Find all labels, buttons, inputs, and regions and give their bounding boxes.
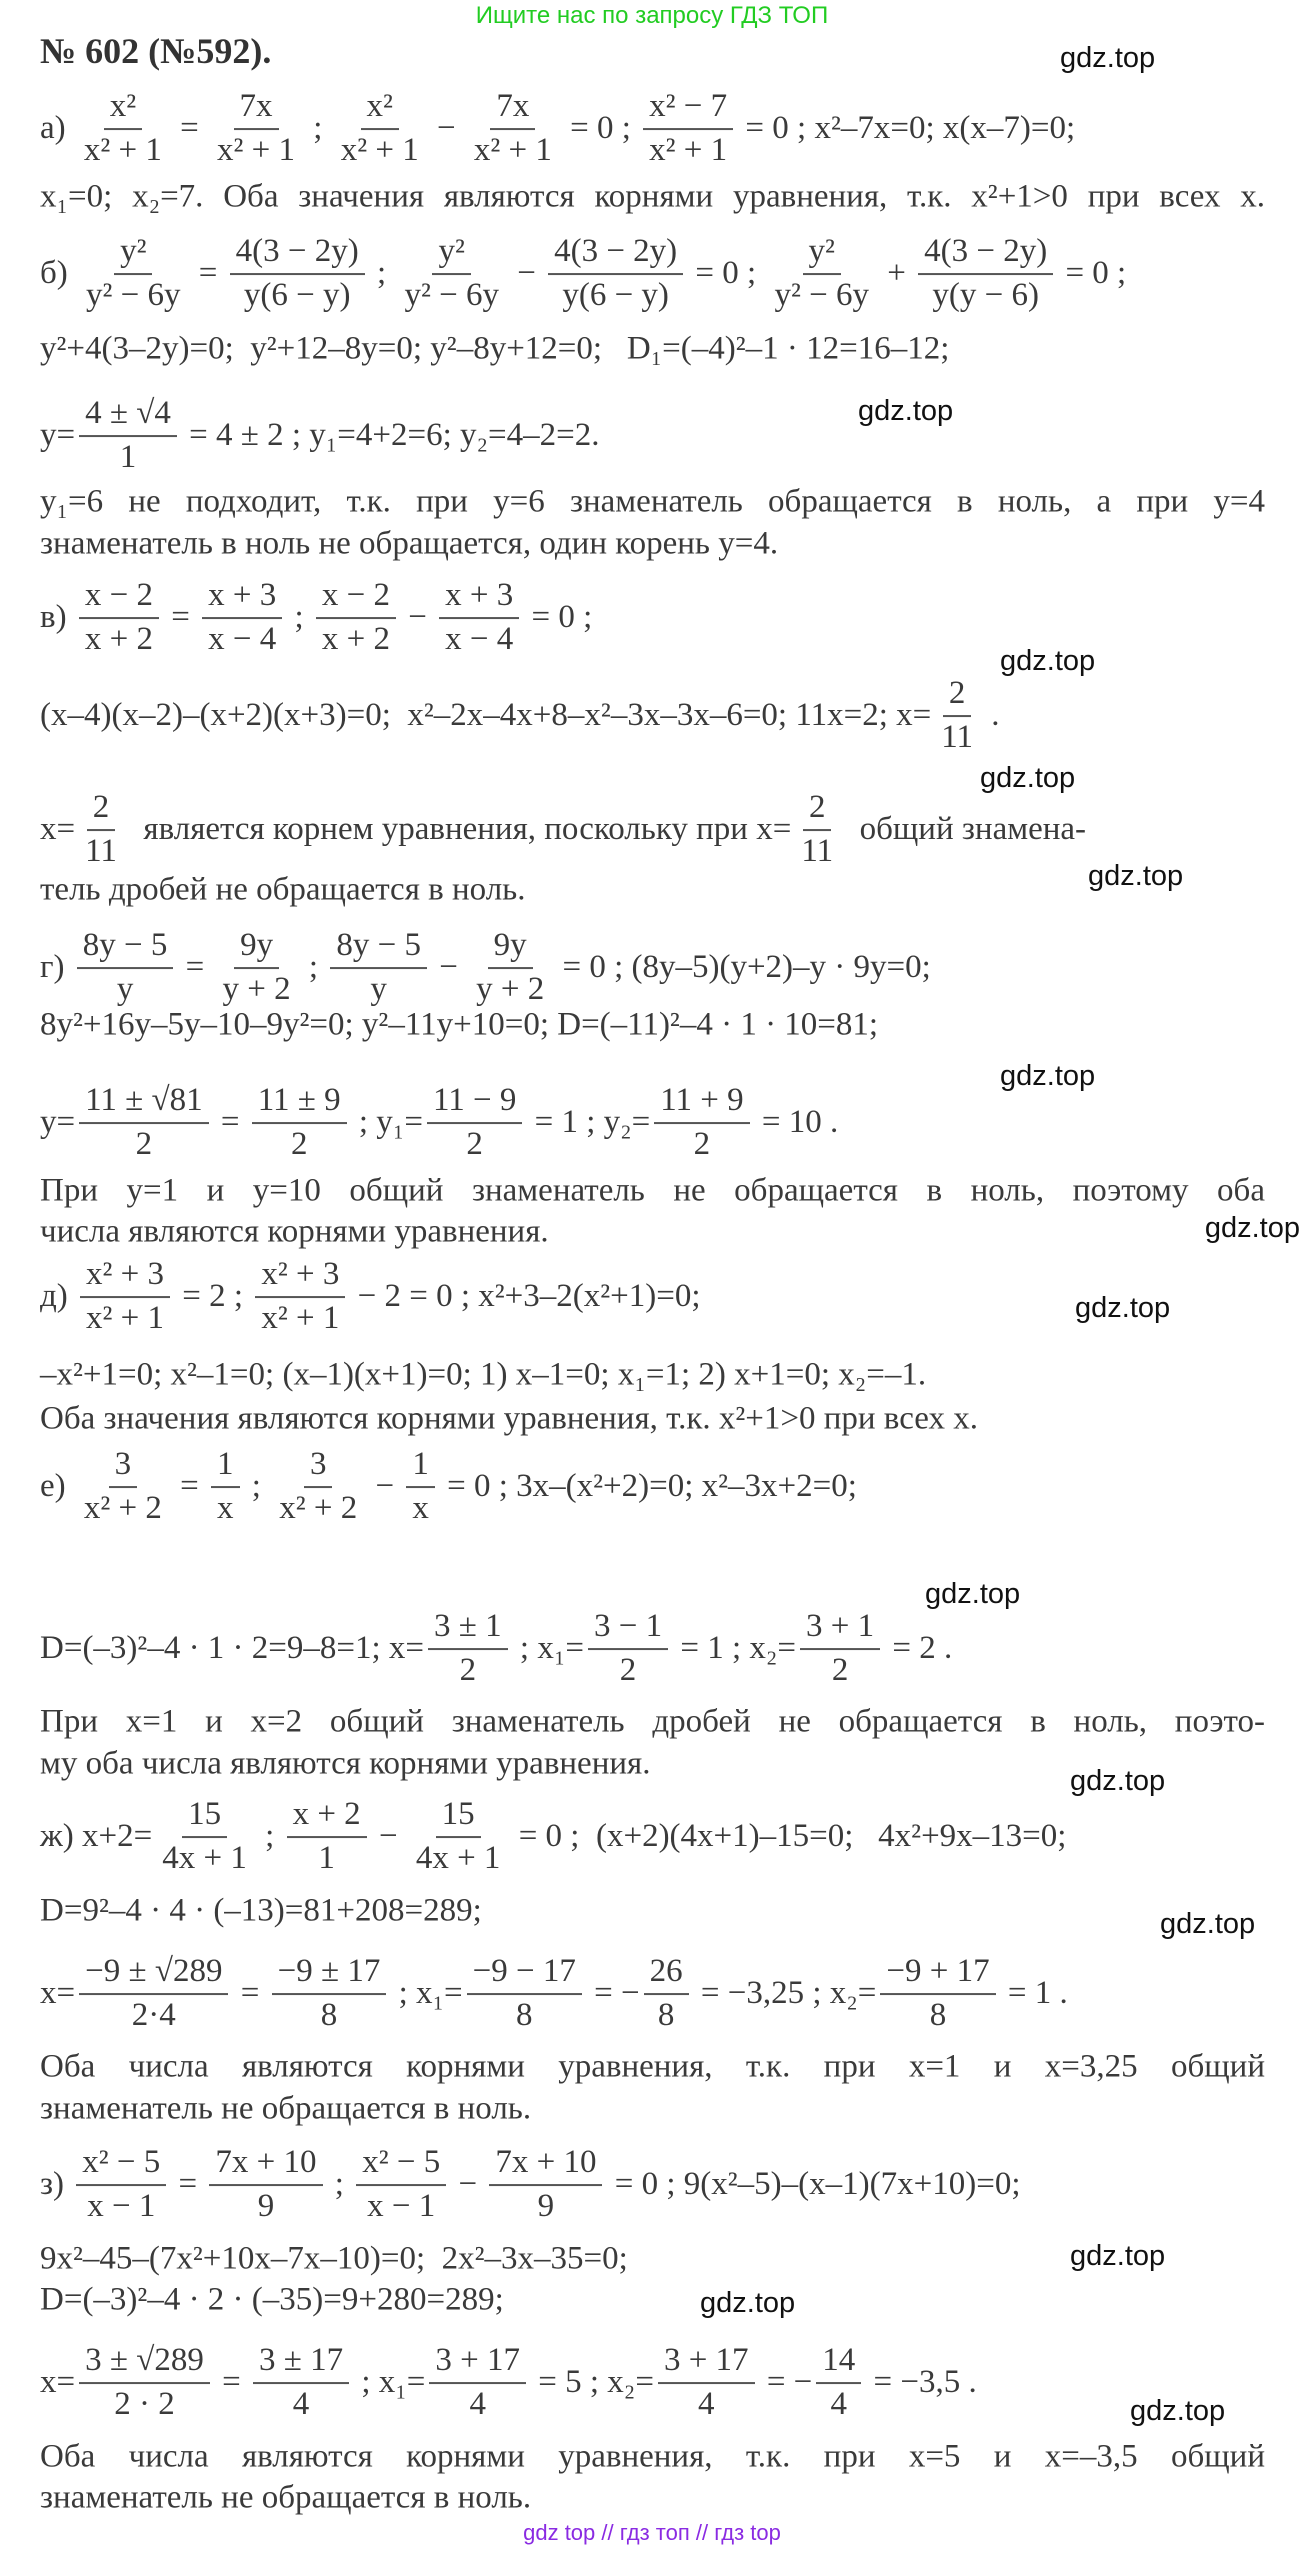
math-text: 9x²–45–(7x²+10x–7x–10)=0; 2x²–3x–35=0; <box>40 2240 628 2277</box>
denominator: 2 <box>693 1126 711 1162</box>
denominator: x² + 1 <box>86 1300 165 1336</box>
solution-line <box>40 1401 978 1438</box>
numerator: −9 + 17 <box>880 1953 995 1995</box>
math-text: y= <box>40 417 76 454</box>
math-text: в) <box>40 599 75 636</box>
math-text: − <box>428 110 464 147</box>
denominator: x − 4 <box>208 621 277 657</box>
math-text: = <box>190 255 226 292</box>
fraction <box>643 88 733 170</box>
denominator: 11 <box>941 719 974 755</box>
numerator: −9 ± 17 <box>272 1953 387 1995</box>
denominator: x² + 1 <box>649 132 728 168</box>
math-text: y= <box>40 1104 76 1141</box>
fraction <box>439 577 519 659</box>
solution-line <box>40 2049 1265 2086</box>
solution-line <box>40 1953 1068 2035</box>
fraction <box>211 1446 240 1528</box>
denominator: 1 <box>119 439 137 475</box>
numerator: x² − 5 <box>356 2144 446 2186</box>
math-text: = 5 ; x₂= <box>530 2364 654 2401</box>
math-text: Оба значения являются корнями уравнения, т.к. x²+1>0 при всех x. <box>40 1400 978 1437</box>
fraction <box>816 2342 861 2424</box>
math-text: ; x₁= <box>390 1975 463 2012</box>
numerator: y² <box>432 233 470 275</box>
math-text: = 1 . <box>999 1975 1068 2012</box>
denominator: 8 <box>657 1997 675 2033</box>
math-text: = 4 ± 2 ; y₁=4+2=6; y₂=4–2=2. <box>180 417 600 454</box>
math-text: = 10 . <box>753 1104 839 1141</box>
math-text: = 1 ; x₂= <box>672 1630 796 1667</box>
math-text: является корнем уравнения, поскольку при x= <box>126 811 792 848</box>
math-text: Оба числа являются корнями уравнения, т.к. при x=1 и x=3,25 общий <box>40 2048 1265 2085</box>
numerator: 3 ± 17 <box>253 2342 349 2384</box>
math-text: − <box>508 255 545 292</box>
solution-line <box>40 789 1086 871</box>
fraction <box>548 233 683 315</box>
solution-line <box>40 577 592 659</box>
math-text: = <box>177 949 213 986</box>
denominator: 8 <box>320 1997 338 2033</box>
watermark: gdz.top <box>980 762 1076 794</box>
numerator: x² + 3 <box>80 1256 170 1298</box>
denominator: x + 2 <box>321 621 390 657</box>
math-text: = − <box>758 2364 813 2401</box>
denominator: y + 2 <box>476 971 545 1007</box>
denominator: 1 <box>318 1840 335 1876</box>
numerator: x + 3 <box>439 577 519 619</box>
fraction <box>79 1082 209 1164</box>
fraction <box>795 789 839 871</box>
denominator: 2 <box>619 1652 637 1688</box>
denominator: x² + 1 <box>217 132 296 168</box>
math-text: 8y²+16y–5y–10–9y²=0; y²–11y+10=0; D=(–11)²–4 · 1 · 10=81; <box>40 1006 879 1043</box>
numerator: 4 ± √4 <box>79 395 177 437</box>
solution-line <box>40 1214 549 1251</box>
solution-line <box>40 233 1126 315</box>
fraction <box>80 233 187 315</box>
numerator: 9y <box>488 927 533 969</box>
math-text: − <box>367 1468 403 1505</box>
math-text: . <box>983 697 1000 734</box>
math-text: = <box>213 2364 249 2401</box>
numerator: 11 + 9 <box>654 1082 749 1124</box>
watermark: gdz.top <box>1130 2395 1226 2427</box>
denominator: 8 <box>515 1997 533 2033</box>
denominator: 11 <box>85 833 117 869</box>
watermark: gdz.top <box>1060 42 1156 74</box>
numerator: 7x <box>234 88 279 130</box>
watermark: gdz.top <box>1070 1765 1166 1797</box>
watermark: gdz.top <box>858 395 954 427</box>
numerator: x + 2 <box>287 1796 367 1838</box>
solution-line <box>40 484 1265 521</box>
numerator: 15 <box>182 1796 227 1838</box>
denominator: x <box>412 1490 429 1526</box>
math-text: = 1 ; y₂= <box>526 1104 651 1141</box>
fraction <box>935 675 979 757</box>
solution-line <box>40 2342 977 2424</box>
solution-line <box>40 1746 650 1783</box>
solution-line <box>40 1082 838 1164</box>
denominator: 2 <box>466 1126 483 1162</box>
math-text: ; <box>300 949 327 986</box>
numerator: x − 2 <box>79 577 159 619</box>
math-text: = 0 ; (x+2)(4x+1)–15=0; 4x²+9x–13=0; <box>510 1818 1067 1855</box>
solution-line <box>40 2241 628 2278</box>
denominator: 2·4 <box>131 1997 176 2033</box>
math-text: ж) x+2= <box>40 1818 153 1855</box>
denominator: x² + 2 <box>83 1490 162 1526</box>
numerator: x² <box>104 88 142 130</box>
math-text: Оба числа являются корнями уравнения, т.к. при x=5 и x=–3,5 общий <box>40 2438 1265 2475</box>
denominator: 4 <box>830 2386 848 2422</box>
watermark: gdz.top <box>1000 645 1096 677</box>
solution-line <box>40 1446 857 1528</box>
numerator: −9 ± √289 <box>79 1953 228 1995</box>
denominator: 2 · 2 <box>114 2386 175 2422</box>
denominator: 4 <box>292 2386 310 2422</box>
numerator: 1 <box>406 1446 435 1488</box>
denominator: y² − 6y <box>404 277 499 313</box>
math-text: = 0 ; x²–7x=0; x(x–7)=0; <box>737 110 1076 147</box>
fraction <box>427 1082 522 1164</box>
math-text: (x–4)(x–2)–(x+2)(x+3)=0; x²–2x–4x+8–x²–3x–3x–6=0; 11x=2; x= <box>40 697 932 734</box>
math-text: = −3,5 . <box>865 2364 977 2401</box>
math-text: D=(–3)²–4 · 2 · (–35)=9+280=289; <box>40 2281 504 2318</box>
math-text: − 2 = 0 ; x²+3–2(x²+1)=0; <box>349 1278 701 1315</box>
fraction <box>202 577 282 659</box>
search-banner[interactable]: Ищите нас по запросу ГДЗ ТОП <box>475 2 829 29</box>
math-text: тель дробей не обращается в ноль. <box>40 871 526 908</box>
math-text: = 2 ; <box>174 1278 252 1315</box>
denominator: 9 <box>257 2188 275 2224</box>
solution-line <box>40 331 949 368</box>
fraction <box>330 927 427 1009</box>
numerator: y² <box>803 233 841 275</box>
denominator: x − 4 <box>445 621 514 657</box>
numerator: 11 ± 9 <box>252 1082 347 1124</box>
denominator: x² + 1 <box>83 132 162 168</box>
fraction <box>410 1796 507 1878</box>
math-text: + <box>878 255 915 292</box>
solution-line <box>40 1796 1066 1878</box>
numerator: 3 − 1 <box>588 1608 668 1650</box>
math-text: = 0 ; 3x–(x²+2)=0; x²–3x+2=0; <box>438 1468 857 1505</box>
fraction <box>252 1082 347 1164</box>
math-text: = <box>212 1104 248 1141</box>
fraction <box>918 233 1053 315</box>
numerator: x − 2 <box>316 577 396 619</box>
denominator: 4x + 1 <box>415 1840 501 1876</box>
math-text: = 0 ; <box>1057 255 1127 292</box>
math-text: б) <box>40 255 77 292</box>
math-text: ; <box>368 255 395 292</box>
solution-line <box>40 1704 1265 1741</box>
numerator: y² <box>114 233 152 275</box>
math-text: = <box>162 599 199 636</box>
math-text: D=9²–4 · 4 · (–13)=81+208=289; <box>40 1892 482 1929</box>
fraction <box>429 2342 526 2424</box>
math-text: ; <box>243 1468 270 1505</box>
denominator: x² + 1 <box>340 132 419 168</box>
denominator: y + 2 <box>222 971 291 1007</box>
denominator: y² − 6y <box>86 277 181 313</box>
fraction <box>467 1953 582 2035</box>
denominator: 2 <box>459 1652 477 1688</box>
fraction <box>79 2342 210 2424</box>
numerator: 7x + 10 <box>489 2144 602 2186</box>
numerator: x² <box>361 88 399 130</box>
numerator: 9y <box>234 927 279 969</box>
math-text: ; x₁= <box>353 2364 426 2401</box>
numerator: 3 <box>304 1446 333 1488</box>
denominator: y² − 6y <box>774 277 869 313</box>
fraction <box>768 233 875 315</box>
math-text: = 0 ; <box>523 599 593 636</box>
denominator: 11 <box>801 833 834 869</box>
solution-line <box>40 2282 504 2319</box>
math-text: му оба числа являются корнями уравнения. <box>40 1745 651 1782</box>
denominator: 4x + 1 <box>162 1840 247 1876</box>
numerator: 26 <box>644 1953 689 1995</box>
fraction <box>79 1953 228 2035</box>
solution-line <box>40 1173 1265 1210</box>
fraction <box>800 1608 880 1690</box>
numerator: 15 <box>436 1796 481 1838</box>
denominator: 2 <box>135 1126 153 1162</box>
numerator: 1 <box>211 1446 240 1488</box>
numerator: 14 <box>816 2342 861 2384</box>
denominator: 2 <box>831 1652 849 1688</box>
fraction <box>79 395 177 477</box>
numerator: 11 ± √81 <box>79 1082 209 1124</box>
fraction <box>644 1953 689 2035</box>
solution-line <box>40 2439 1265 2476</box>
math-text: = −3,25 ; x₂= <box>692 1975 877 2012</box>
denominator: 9 <box>537 2188 555 2224</box>
fraction <box>658 2342 755 2424</box>
math-text: При x=1 и x=2 общий знаменатель дробей не обращается в ноль, поэто- <box>40 1703 1265 1740</box>
fraction <box>79 789 123 871</box>
watermark: gdz.top <box>700 2287 796 2319</box>
math-text: D=(–3)²–4 · 1 · 2=9–8=1; x= <box>40 1630 425 1667</box>
watermark: gdz.top <box>925 1578 1021 1610</box>
denominator: 8 <box>929 1997 947 2033</box>
fraction <box>78 1446 168 1528</box>
solution-line <box>40 2144 1020 2226</box>
fraction <box>398 233 505 315</box>
denominator: y <box>370 971 387 1007</box>
numerator: 7x <box>490 88 535 130</box>
solution-line <box>40 526 778 563</box>
numerator: 4(3 − 2y) <box>230 233 365 275</box>
numerator: x + 3 <box>202 577 282 619</box>
numerator: 3 ± 1 <box>428 1608 508 1650</box>
math-text: г) <box>40 949 73 986</box>
fraction <box>489 2144 602 2226</box>
numerator: x² + 3 <box>255 1256 345 1298</box>
math-text: = − <box>585 1975 640 2012</box>
fraction <box>255 1256 345 1338</box>
math-text: x₁=0; x₂=7. Оба значения являются корнями уравнения, т.к. x²+1>0 при всех x. <box>40 178 1265 215</box>
math-text: − <box>450 2166 486 2203</box>
solution-line <box>40 872 525 909</box>
math-text: –x²+1=0; x²–1=0; (x–1)(x+1)=0; 1) x–1=0; x₁=1; 2) x+1=0; x₂=–1. <box>40 1356 927 1393</box>
math-text: x= <box>40 2364 76 2401</box>
fraction <box>428 1608 508 1690</box>
denominator: y <box>116 971 134 1007</box>
math-text: знаменатель не обращается в ноль. <box>40 2090 532 2127</box>
solution-line <box>40 88 1075 170</box>
fraction <box>588 1608 668 1690</box>
math-text: а) <box>40 110 74 147</box>
math-text: = 2 . <box>884 1630 953 1667</box>
denominator: y(y − 6) <box>932 277 1039 313</box>
numerator: 11 − 9 <box>427 1082 522 1124</box>
math-text: y₁=6 не подходит, т.к. при y=6 знаменатель обращается в ноль, а при y=4 <box>40 483 1265 520</box>
denominator: 4 <box>698 2386 715 2422</box>
numerator: x² − 5 <box>76 2144 166 2186</box>
math-text: числа являются корнями уравнения. <box>40 1213 549 1250</box>
math-text: ; y₁= <box>350 1104 423 1141</box>
math-text: ; <box>326 2166 353 2203</box>
fraction <box>76 2144 166 2226</box>
numerator: x² − 7 <box>643 88 733 130</box>
solution-line <box>40 927 931 1009</box>
numerator: 2 <box>803 789 832 831</box>
fraction <box>468 88 558 170</box>
footer-links[interactable]: gdz top // гдз топ // гдз top <box>523 2520 781 2545</box>
solution-line <box>40 675 1000 757</box>
math-text: − <box>400 599 436 636</box>
denominator: x² + 1 <box>473 132 552 168</box>
denominator: x + 2 <box>84 621 153 657</box>
solution-line <box>40 1007 878 1044</box>
math-text: ; <box>256 1818 283 1855</box>
fraction <box>470 927 550 1009</box>
math-text: з) <box>40 2166 73 2203</box>
problem-title: № 602 (№592). <box>40 31 272 71</box>
fraction <box>209 2144 322 2226</box>
fraction <box>880 1953 995 2035</box>
math-text: При y=1 и y=10 общий знаменатель не обращается в ноль, поэтому оба <box>40 1172 1265 1209</box>
fraction <box>79 577 159 659</box>
numerator: 3 ± √289 <box>79 2342 210 2384</box>
numerator: 3 + 17 <box>658 2342 755 2384</box>
numerator: −9 − 17 <box>467 1953 582 1995</box>
math-text: x= <box>40 811 76 848</box>
math-text: = <box>170 2166 206 2203</box>
numerator: 4(3 − 2y) <box>548 233 683 275</box>
solution-line <box>40 1256 701 1338</box>
denominator: y(6 − y) <box>562 277 669 313</box>
numerator: 7x + 10 <box>209 2144 322 2186</box>
denominator: x − 1 <box>87 2188 156 2224</box>
math-text: x= <box>40 1975 76 2012</box>
math-text: = 0 ; <box>561 110 640 147</box>
numerator: 8y − 5 <box>330 927 427 969</box>
math-text: общий знамена- <box>843 811 1087 848</box>
math-text: д) <box>40 1278 77 1315</box>
math-text: = <box>171 1468 208 1505</box>
denominator: x² + 2 <box>279 1490 358 1526</box>
fraction <box>654 1082 749 1164</box>
solution-line <box>40 1357 926 1394</box>
fraction <box>406 1446 435 1528</box>
fraction <box>217 927 297 1009</box>
denominator: y(6 − y) <box>243 277 351 313</box>
solution-line <box>40 2480 531 2517</box>
math-text: знаменатель в ноль не обращается, один корень y=4. <box>40 525 779 562</box>
fraction <box>273 1446 363 1528</box>
denominator: 4 <box>469 2386 486 2422</box>
solution-line <box>40 1608 952 1690</box>
numerator: 4(3 − 2y) <box>918 233 1053 275</box>
math-text: е) <box>40 1468 74 1505</box>
fraction <box>78 88 168 170</box>
fraction <box>335 88 425 170</box>
fraction <box>287 1796 367 1878</box>
numerator: 3 + 1 <box>800 1608 880 1650</box>
math-text: = <box>232 1975 268 2012</box>
watermark: gdz.top <box>1204 1212 1300 1244</box>
math-text: ; x₁= <box>511 1630 584 1667</box>
denominator: 2 <box>290 1126 308 1162</box>
numerator: 8y − 5 <box>77 927 174 969</box>
fraction <box>230 233 365 315</box>
math-text: = 0 ; 9(x²–5)–(x–1)(7x+10)=0; <box>606 2166 1021 2203</box>
numerator: 3 <box>109 1446 138 1488</box>
watermark: gdz.top <box>1000 1060 1096 1092</box>
math-text: y²+4(3–2y)=0; y²+12–8y=0; y²–8y+12=0; D₁=(–4)²–1 · 12=16–12; <box>40 330 950 367</box>
math-text: ; <box>305 110 331 147</box>
watermark: gdz.top <box>1088 860 1184 892</box>
math-text: знаменатель не обращается в ноль. <box>40 2479 532 2516</box>
fraction <box>356 2144 446 2226</box>
denominator: x <box>217 1490 234 1526</box>
fraction <box>316 577 396 659</box>
watermark: gdz.top <box>1070 2240 1166 2272</box>
watermark: gdz.top <box>1160 1908 1256 1940</box>
numerator: 2 <box>943 675 972 717</box>
watermark: gdz.top <box>1075 1292 1171 1324</box>
fraction <box>253 2342 349 2424</box>
fraction <box>77 927 174 1009</box>
math-text: = <box>171 110 208 147</box>
denominator: x² + 1 <box>261 1300 340 1336</box>
solution-line <box>40 179 1265 216</box>
fraction <box>80 1256 170 1338</box>
math-text: − <box>370 1818 406 1855</box>
solution-line <box>40 1893 482 1930</box>
denominator: x − 1 <box>367 2188 436 2224</box>
fraction <box>156 1796 253 1878</box>
fraction <box>272 1953 387 2035</box>
math-text: − <box>430 949 467 986</box>
solution-line <box>40 395 599 477</box>
numerator: 2 <box>87 789 116 831</box>
numerator: 3 + 17 <box>429 2342 526 2384</box>
math-text: ; <box>286 599 312 636</box>
solution-line <box>40 2091 531 2128</box>
fraction <box>211 88 301 170</box>
math-text: = 0 ; <box>687 255 765 292</box>
math-text: = 0 ; (8y–5)(y+2)–y · 9y=0; <box>554 949 931 986</box>
